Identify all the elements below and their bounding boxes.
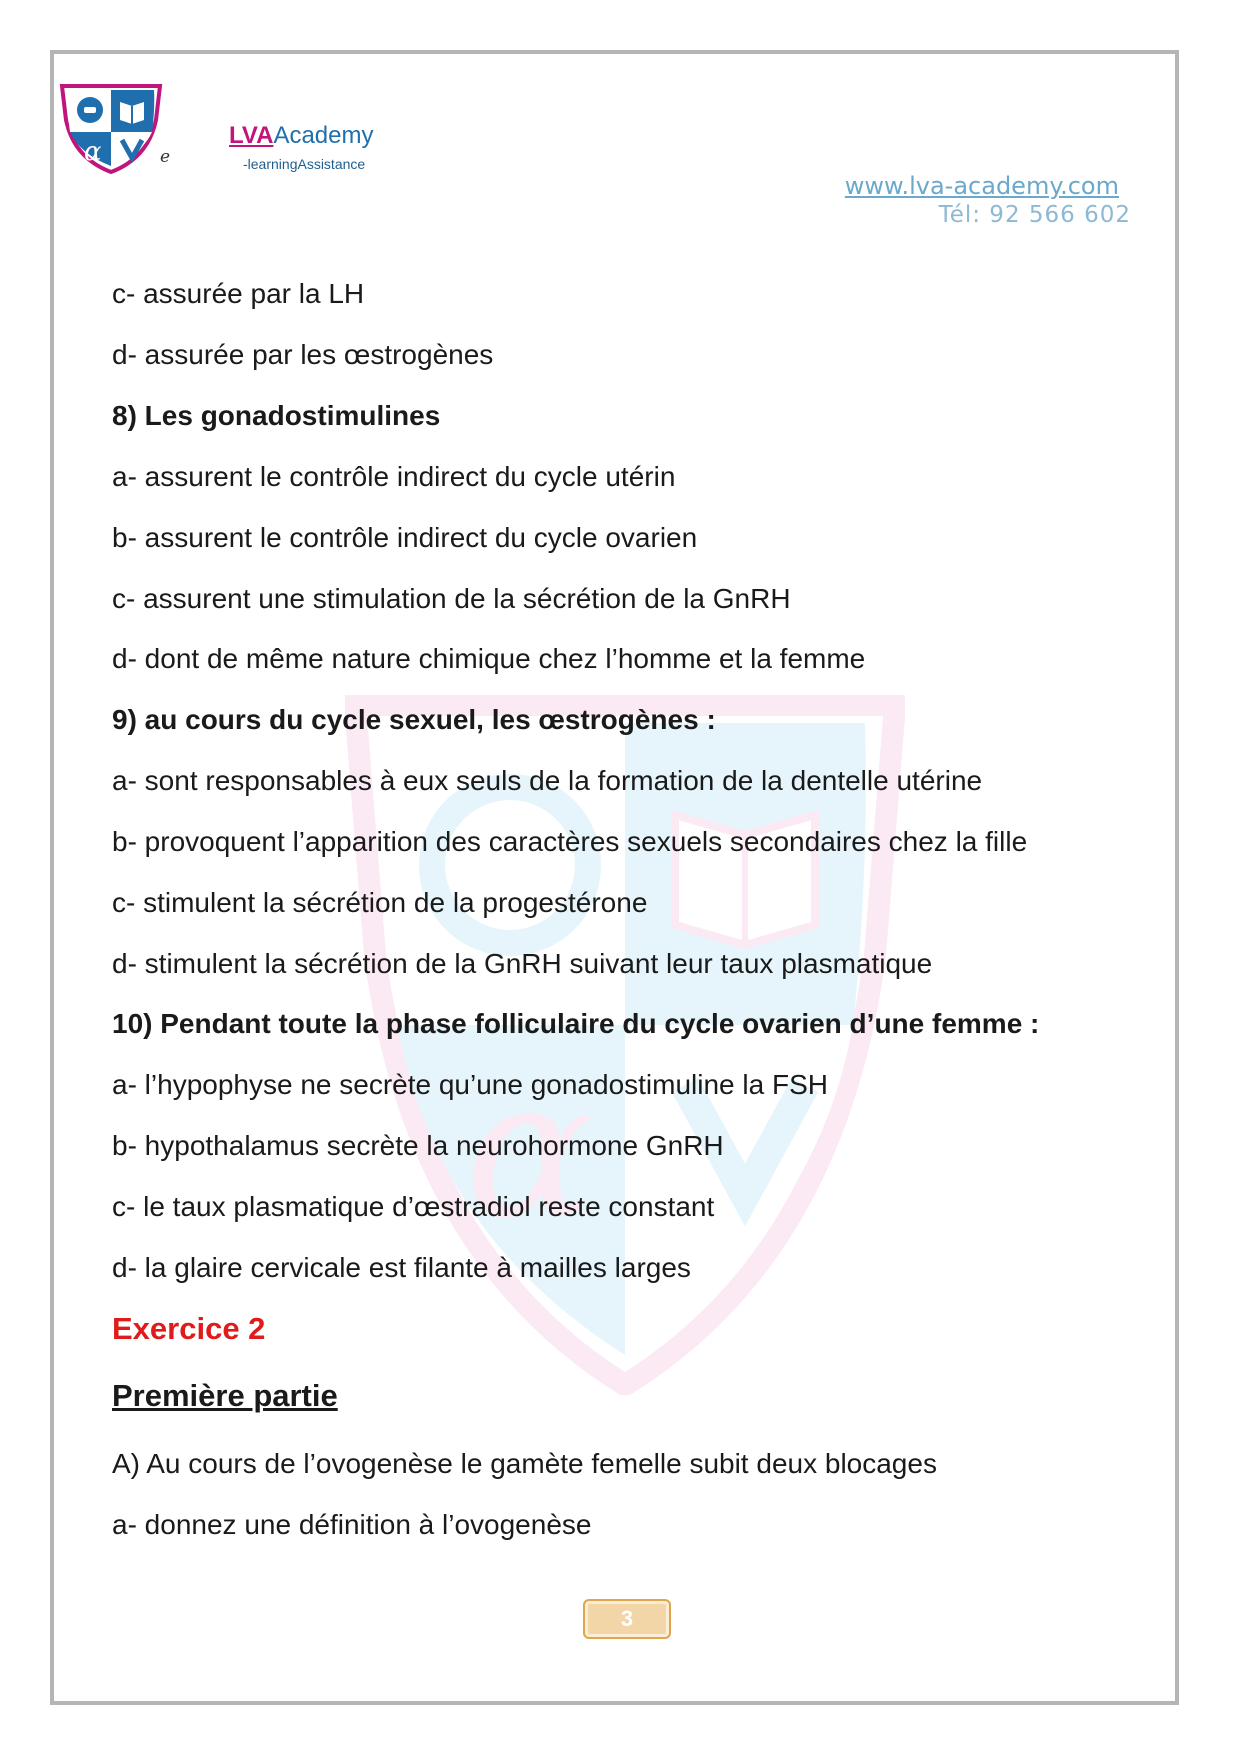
logo-letter: e bbox=[160, 147, 171, 167]
answer-c: c- stimulent la sécrétion de la progestérone bbox=[112, 887, 648, 918]
answer-d: d- la glaire cervicale est filante à mailles larges bbox=[112, 1252, 691, 1283]
brand-tagline: -learningAssistance bbox=[243, 156, 366, 172]
brand-academy: Academy bbox=[273, 122, 374, 149]
question-9: 9) au cours du cycle sexuel, les œstrogènes : bbox=[112, 704, 716, 735]
lva-shield-watermark-icon bbox=[345, 695, 905, 1395]
question-8: 8) Les gonadostimulines bbox=[112, 400, 441, 431]
website-link[interactable]: www.lva-academy.com bbox=[844, 172, 1119, 200]
answer-d: d- assurée par les œstrogènes bbox=[112, 339, 494, 370]
page-number: 3 bbox=[583, 1599, 671, 1639]
answer-b: b- provoquent l’apparition des caractères sexuels secondaires chez la fille bbox=[112, 826, 1028, 857]
answer-a: a- sont responsables à eux seuls de la formation de la dentelle utérine bbox=[112, 765, 983, 796]
answer-a: a- assurent le contrôle indirect du cycle utérin bbox=[112, 461, 676, 492]
exercise-heading: Exercice 2 bbox=[112, 1311, 266, 1346]
answer-c: c- le taux plasmatique d’œstradiol reste constant bbox=[112, 1191, 715, 1222]
answer-b: b- assurent le contrôle indirect du cycle ovarien bbox=[112, 522, 698, 553]
question-10: 10) Pendant toute la phase folliculaire du cycle ovarien d’une femme : bbox=[112, 1008, 1040, 1039]
answer-c: c- assurée par la LH bbox=[112, 278, 365, 309]
question-a: A) Au cours de l’ovogenèse le gamète femelle subit deux blocages bbox=[112, 1448, 937, 1479]
svg-text:α: α bbox=[465, 1039, 594, 1260]
answer-d: d- stimulent la sécrétion de la GnRH suivant leur taux plasmatique bbox=[112, 948, 933, 979]
answer-d: d- dont de même nature chimique chez l’homme et la femme bbox=[112, 643, 866, 674]
sub-question-a: a- donnez une définition à l’ovogenèse bbox=[112, 1509, 592, 1540]
lva-shield-logo-icon bbox=[58, 80, 164, 176]
brand-name bbox=[229, 122, 373, 150]
phone-number: Tél: 92 566 602 bbox=[938, 202, 1131, 228]
brand-lva: LVA bbox=[229, 122, 274, 149]
answer-c: c- assurent une stimulation de la sécrétion de la GnRH bbox=[112, 583, 791, 614]
svg-text:α: α bbox=[84, 137, 102, 167]
part-heading: Première partie bbox=[112, 1378, 338, 1413]
answer-b: b- hypothalamus secrète la neurohormone GnRH bbox=[112, 1130, 724, 1161]
answer-a: a- l’hypophyse ne secrète qu’une gonadostimuline la FSH bbox=[112, 1069, 828, 1100]
